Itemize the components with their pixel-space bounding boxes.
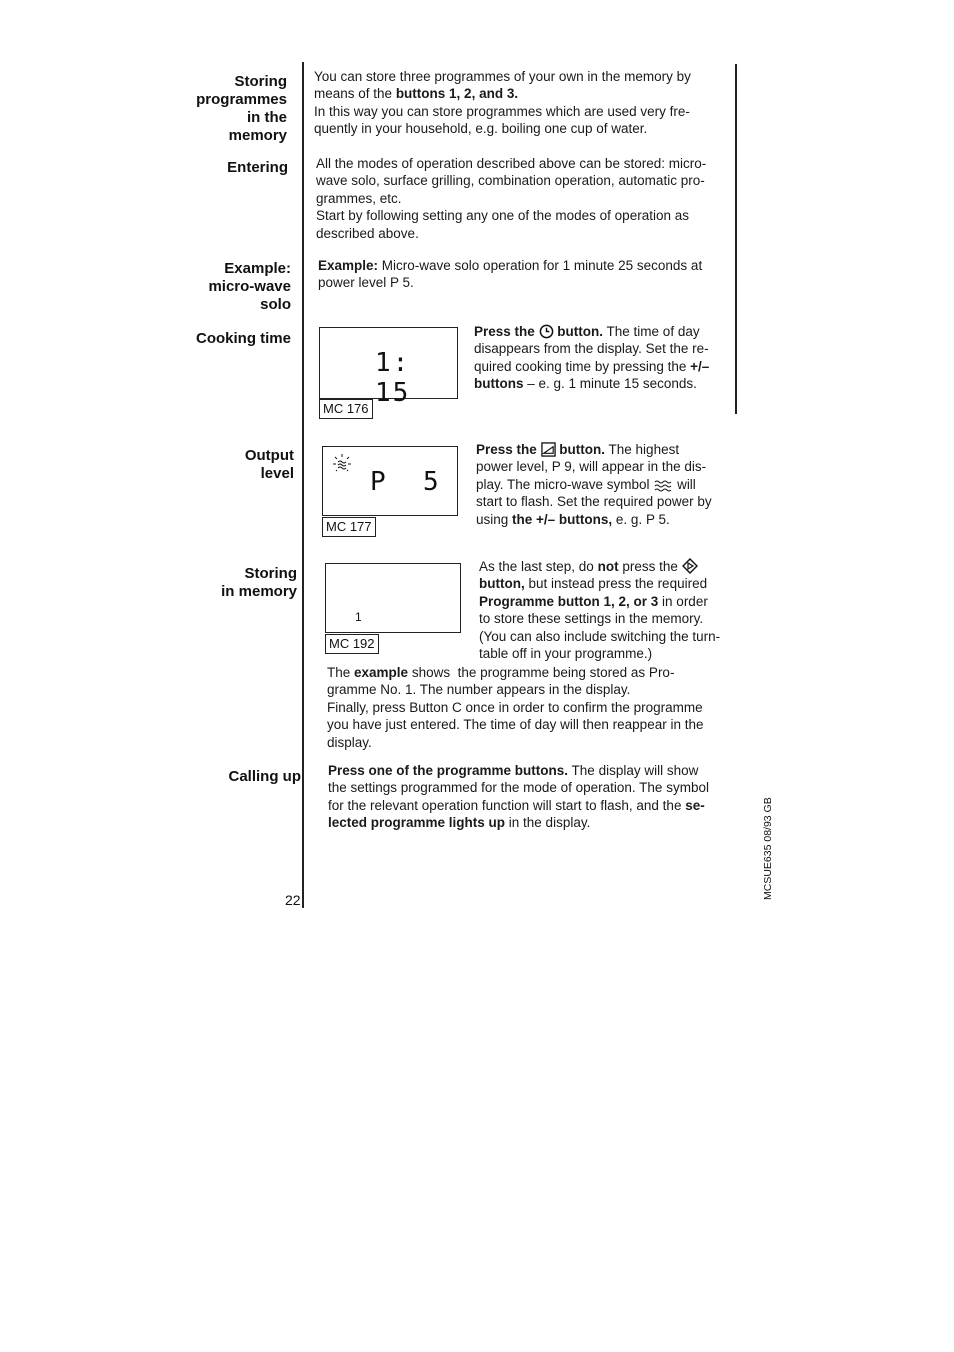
microwave-symbol-icon: [331, 453, 353, 477]
storing-text: As the last step, do not press the button, but instead press the required Programme button 1, 2, or 3 in order to store these settings in the memory. (You can also include switching the turn- table off in your programme.): [479, 559, 721, 662]
display-digits: 1: 15: [375, 348, 411, 408]
display-digit: 1: [355, 610, 362, 624]
heading-cooking-time: Cooking time: [195, 330, 291, 347]
power-level-icon: [541, 442, 556, 457]
display-mc176: [319, 327, 458, 408]
cooking-text: Press the button. The time of day disappears from the display. Set the re- quired cooking time by pressing the +/– buttons – e. g. 1 minute 15 seconds.: [474, 324, 710, 392]
intro-text: You can store three programmes of your own in the memory by means of the buttons 1, 2, and 3. In this way you can store programmes which are used very fre- quently in your household, e.g. boiling one cup of water.: [314, 69, 691, 137]
right-rule: [735, 64, 737, 414]
document-code: MCSUE635 08/93 GB: [762, 797, 774, 900]
output-text: Press the button. The highest power level, P 9, will appear in the dis- play. The micro-wave symbol will start to flash. Set the required power by using the +/– buttons, e. g. P 5.: [476, 442, 712, 527]
display-mc192: [325, 563, 461, 633]
entering-text: All the modes of operation described above can be stored: micro- wave solo, surface grilling, combination operation, automatic pro- grammes, etc. Start by following setting any one of the modes of operation as described above.: [316, 156, 707, 241]
display-digits: P 5: [370, 467, 441, 497]
display-mc177: [322, 446, 458, 516]
heading-output-level: Output level: [244, 447, 294, 482]
heading-calling-up: Calling up: [228, 768, 301, 785]
storing-paragraph: The example shows the programme being stored as Pro- gramme No. 1. The number appears in the display. Finally, press Button C once in order to confirm the programme you have just entered. The time of day will then reappear in the display.: [327, 665, 704, 750]
figure-code-mc192: MC 192: [325, 634, 379, 654]
heading-entering: Entering: [227, 159, 288, 176]
start-icon: [682, 558, 698, 574]
heading-storing-programmes: Storing programmes in the memory: [196, 73, 287, 144]
clock-icon: [539, 324, 554, 339]
heading-storing-in-memory: Storing in memory: [221, 565, 297, 600]
example-text: Example: Micro-wave solo operation for 1 minute 25 seconds at power level P 5.: [318, 258, 703, 291]
figure-code-mc177: MC 177: [322, 517, 376, 537]
page-number: 22: [285, 892, 301, 908]
calling-up-text: Press one of the programme buttons. The display will show the settings programmed for the mode of operation. The symbol for the relevant operation function will start to flash, and the se- lected programme lights up in the display.: [328, 763, 709, 831]
microwave-symbol-icon: [653, 478, 673, 492]
figure-code-mc176: MC 176: [319, 399, 373, 419]
left-rule: [302, 62, 304, 908]
heading-example: Example: micro-wave solo: [208, 260, 291, 313]
